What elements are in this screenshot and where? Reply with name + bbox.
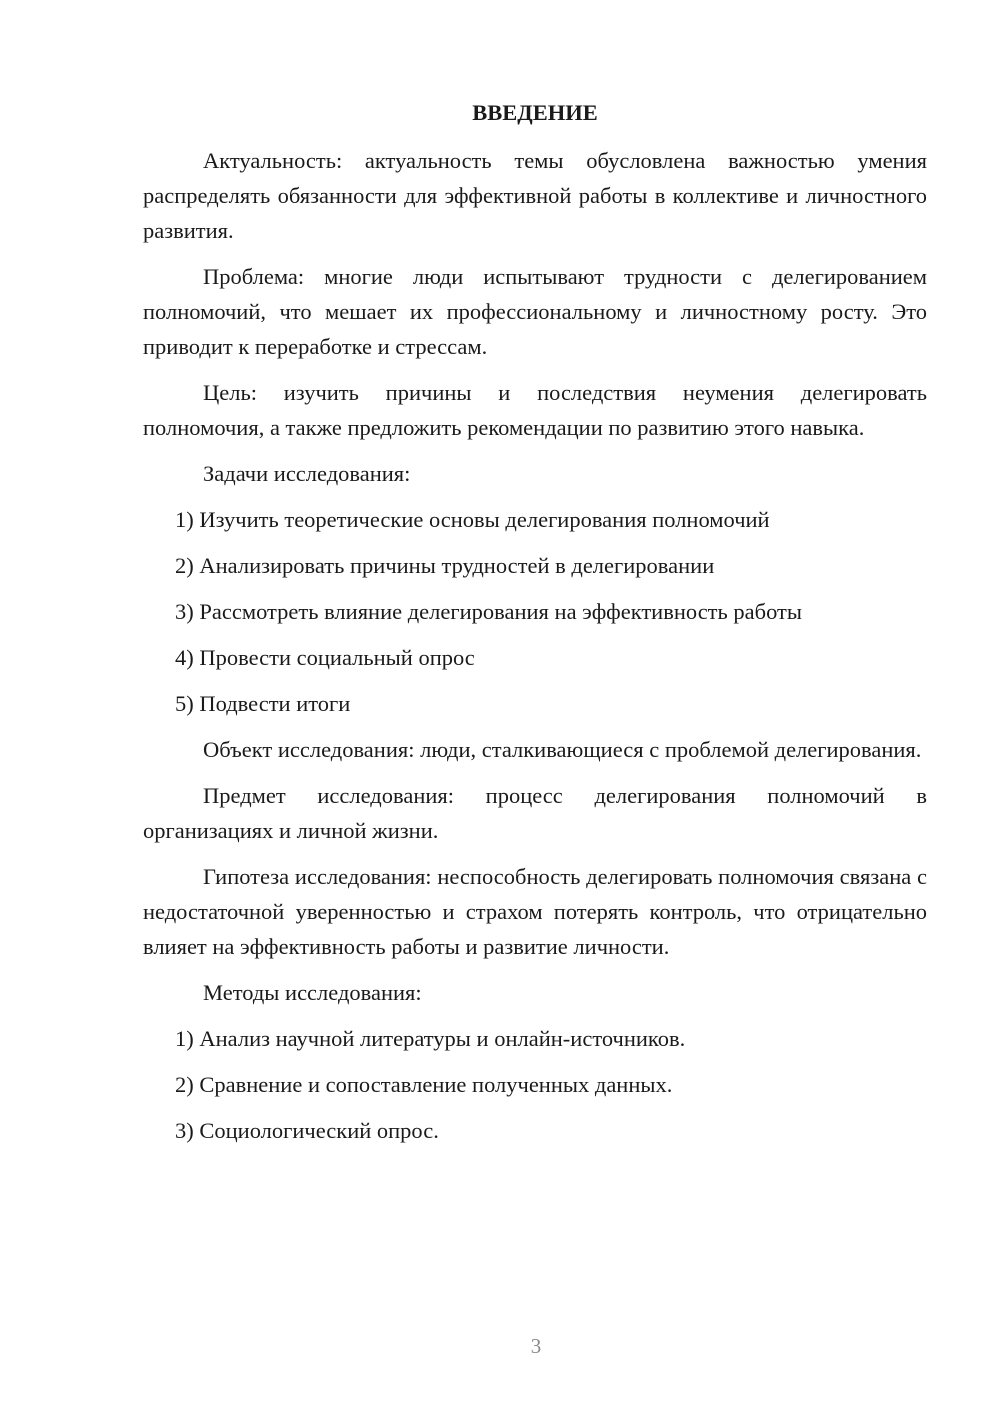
page-number: 3	[530, 1334, 542, 1358]
list-item: 4) Провести социальный опрос	[175, 645, 475, 670]
list-item: 5) Подвести итоги	[175, 691, 351, 716]
goal-paragraph: Цель: изучить причины и последствия неумения делегировать полномочия, а также предложить рекомендации по развитию этого навыка.	[143, 380, 927, 440]
methods-title: Методы исследования:	[203, 980, 422, 1005]
list-item: 3) Социологический опрос.	[175, 1118, 439, 1143]
section-heading: ВВЕДЕНИЕ	[472, 100, 598, 125]
problem-paragraph: Проблема: многие люди испытывают трудности с делегированием полномочий, что мешает их профессиональному и личностному росту. Это приводит к переработке и стрессам.	[143, 264, 927, 359]
methods-list	[143, 1021, 927, 1148]
tasks-list	[143, 502, 927, 721]
page-content	[143, 95, 927, 1159]
object-paragraph: Объект исследования: люди, сталкивающиеся с проблемой делегирования.	[203, 737, 922, 762]
tasks-title: Задачи исследования:	[203, 461, 411, 486]
list-item: 1) Изучить теоретические основы делегирования полномочий	[175, 507, 770, 532]
list-item: 1) Анализ научной литературы и онлайн-источников.	[175, 1026, 686, 1051]
list-item: 2) Сравнение и сопоставление полученных данных.	[175, 1072, 673, 1097]
relevance-paragraph: Актуальность: актуальность темы обусловлена важностью умения распределять обязанности для эффективной работы в коллективе и личностного развития.	[143, 148, 927, 243]
list-item: 2) Анализировать причины трудностей в делегировании	[175, 553, 715, 578]
subject-paragraph: Предмет исследования: процесс делегирования полномочий в организациях и личной жизни.	[143, 783, 927, 843]
list-item: 3) Рассмотреть влияние делегирования на эффективность работы	[175, 599, 802, 624]
hypothesis-paragraph: Гипотеза исследования: неспособность делегировать полномочия связана с недостаточной уверенностью и страхом потерять контроль, что отрицательно влияет на эффективность работы и развитие личности.	[143, 864, 927, 959]
